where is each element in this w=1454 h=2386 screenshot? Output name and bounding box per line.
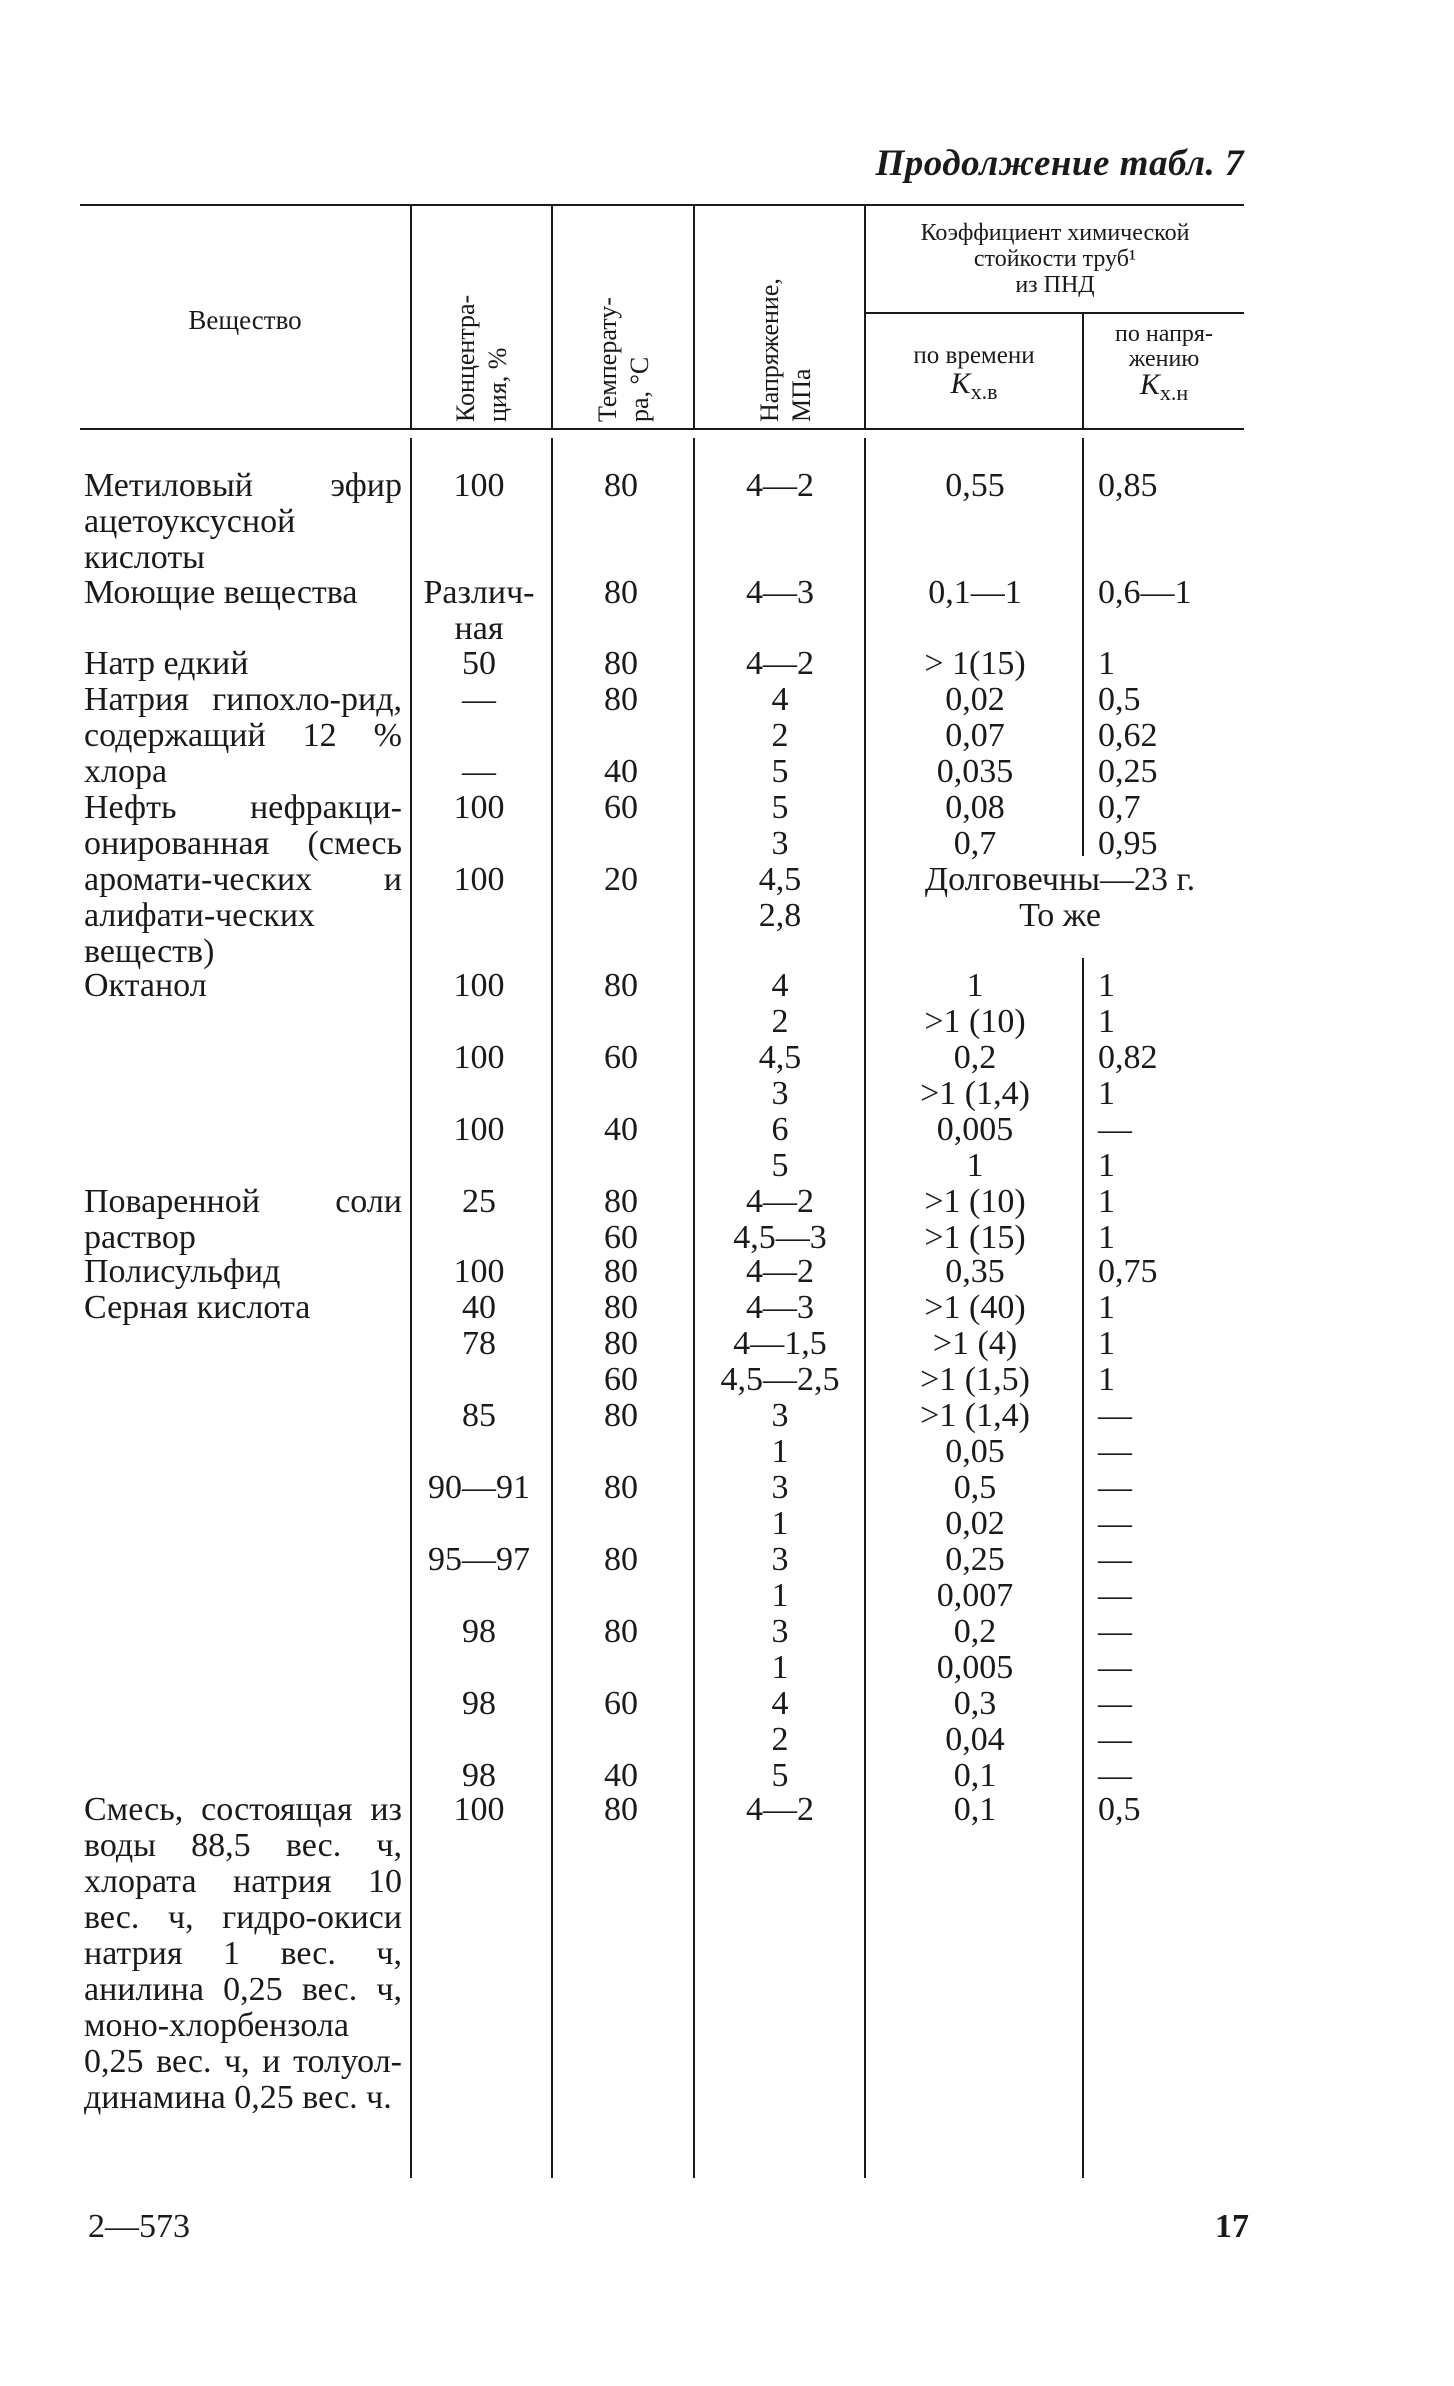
coef-time-cell: 0,25	[945, 1541, 1005, 1578]
durability-span: Долговечны—23 г.	[924, 861, 1196, 898]
concentration-cell: 25	[462, 1183, 496, 1220]
header-by-time	[866, 342, 1082, 406]
temperature-cell: 60	[604, 1685, 638, 1722]
substance-label: Смесь, состоящая из воды 88,5 вес. ч, хлората натрия 10 вес. ч, гидро-окиси натрия 1 вес. ч, анилина 0,25 вес. ч, моно-хлорбензола 0,25 вес. ч, и толуол-динамина 0,25 вес. ч.	[84, 1791, 402, 2116]
coef-time-cell: 0,005	[936, 1111, 1014, 1148]
stress-cell: 4,5	[758, 1039, 802, 1076]
coef-stress-cell: 0,25	[1098, 753, 1158, 790]
coef-time-cell: 0,04	[945, 1721, 1005, 1758]
coef-stress-cell: —	[1098, 1649, 1132, 1686]
coef-time-cell: 0,35	[945, 1253, 1005, 1290]
coef-stress-cell: 0,85	[1098, 467, 1158, 504]
stress-cell: 5	[771, 1757, 789, 1794]
coef-stress-cell: —	[1098, 1613, 1132, 1650]
temperature-cell: 40	[604, 753, 638, 790]
stress-cell: 4—3	[746, 1289, 814, 1326]
coef-time-cell: >1 (40)	[924, 1289, 1026, 1326]
stress-cell: 1	[771, 1649, 789, 1686]
concentration-cell: 40	[462, 1289, 496, 1326]
concentration-cell: 100	[453, 1253, 505, 1290]
coef-time-cell: >1 (4)	[932, 1325, 1018, 1362]
stress-cell: 2	[771, 717, 789, 754]
concentration-cell: 100	[453, 967, 505, 1004]
header-by-time-sub: х.в	[970, 379, 998, 404]
concentration-cell: —	[462, 681, 496, 718]
temperature-cell: 80	[604, 1541, 638, 1578]
coef-stress-cell: 0,7	[1098, 789, 1141, 826]
temperature-cell: 80	[604, 1325, 638, 1362]
header-divider	[410, 206, 412, 428]
concentration-cell: 98	[462, 1757, 496, 1794]
coef-time-cell: >1 (10)	[924, 1183, 1026, 1220]
substance-label: Моющие вещества	[84, 574, 358, 611]
coef-stress-cell: —	[1098, 1433, 1132, 1470]
substance-label: Поваренной соли раствор	[84, 1183, 402, 1256]
temperature-cell: 80	[604, 1253, 638, 1290]
coef-stress-cell: 1	[1098, 1183, 1115, 1220]
footer-code: 2—573	[88, 2208, 190, 2245]
stress-cell: 4	[771, 967, 789, 1004]
coef-time-cell: >1 (10)	[924, 1003, 1026, 1040]
coef-stress-cell: 1	[1098, 1361, 1115, 1398]
stress-cell: 3	[771, 1397, 789, 1434]
temperature-cell: 60	[604, 789, 638, 826]
concentration-cell: 95—97	[428, 1541, 530, 1578]
coef-time-cell: 1	[966, 1147, 984, 1184]
coef-time-cell: 0,3	[953, 1685, 997, 1722]
coef-stress-cell: —	[1098, 1397, 1132, 1434]
coef-time-cell: >1 (1,4)	[920, 1397, 1030, 1434]
temperature-cell: 80	[604, 1289, 638, 1326]
header-divider	[551, 206, 553, 428]
coef-stress-cell: 0,5	[1098, 681, 1141, 718]
temperature-cell: 80	[604, 1469, 638, 1506]
coef-stress-cell: 0,82	[1098, 1039, 1158, 1076]
coef-time-cell: 0,5	[953, 1469, 997, 1506]
stress-cell: 4—3	[746, 574, 814, 611]
temperature-cell: 80	[604, 574, 638, 611]
coef-time-cell: >1 (1,4)	[920, 1075, 1030, 1112]
temperature-cell: 80	[604, 967, 638, 1004]
coef-stress-cell: —	[1098, 1505, 1132, 1542]
body-divider	[1082, 958, 1084, 2178]
coef-stress-cell: 1	[1098, 1075, 1115, 1112]
concentration-cell: 100	[453, 467, 505, 504]
header-substance: Вещество	[188, 305, 302, 335]
concentration-cell: 85	[462, 1397, 496, 1434]
temperature-cell: 60	[604, 1361, 638, 1398]
header-coef-group: Коэффициент химической стойкости труб¹ из ПНД	[920, 220, 1190, 298]
header-by-time-symbol: K	[950, 367, 971, 400]
header-concentration-text: Концентра- ция, %	[451, 294, 512, 422]
temperature-cell: 80	[604, 681, 638, 718]
concentration-cell: 100	[453, 1111, 505, 1148]
stress-cell: 5	[771, 789, 789, 826]
stress-cell: 4,5—3	[733, 1219, 827, 1256]
stress-cell: 5	[771, 1147, 789, 1184]
concentration-cell: 100	[453, 789, 505, 826]
temperature-cell: 80	[604, 1791, 638, 1828]
same-span: То же	[1019, 897, 1101, 934]
coef-stress-cell: —	[1098, 1541, 1132, 1578]
coef-time-cell: 0,02	[945, 1505, 1005, 1542]
header-stress-text: Напряжение, МПа	[755, 278, 816, 422]
concentration-cell: 100	[453, 1039, 505, 1076]
stress-cell: 4—2	[746, 1183, 814, 1220]
coef-stress-cell: 1	[1098, 1219, 1115, 1256]
stress-cell: 4,5—2,5	[720, 1361, 840, 1398]
coef-stress-cell: 0,6—1	[1098, 574, 1192, 611]
temperature-cell: 20	[604, 861, 638, 898]
temperature-cell: 80	[604, 645, 638, 682]
coef-stress-cell: 0,62	[1098, 717, 1158, 754]
coef-time-cell: 0,07	[945, 717, 1005, 754]
stress-cell: 4	[771, 681, 789, 718]
concentration-cell: —	[462, 753, 496, 790]
temperature-cell: 60	[604, 1039, 638, 1076]
coef-time-cell: 0,55	[945, 467, 1005, 504]
coef-time-cell: 0,08	[945, 789, 1005, 826]
header-temperature-text: Температу- ра, °С	[593, 297, 654, 422]
header-stress	[754, 250, 818, 422]
header-by-stress-sub: х.н	[1159, 380, 1189, 405]
temperature-cell: 80	[604, 1183, 638, 1220]
stress-cell: 6	[771, 1111, 789, 1148]
coef-subheader-rule	[866, 312, 1244, 314]
concentration-cell: 100	[453, 1791, 505, 1828]
substance-label: Полисульфид	[84, 1253, 281, 1290]
temperature-cell: 60	[604, 1219, 638, 1256]
coef-time-cell: 0,1	[953, 1757, 997, 1794]
concentration-cell: 90—91	[428, 1469, 530, 1506]
header-by-stress-symbol: K	[1139, 368, 1160, 401]
coef-stress-cell: 1	[1098, 967, 1115, 1004]
stress-cell: 4—1,5	[733, 1325, 827, 1362]
temperature-cell: 80	[604, 1613, 638, 1650]
stress-cell: 1	[771, 1577, 789, 1614]
coef-time-cell: 1	[966, 967, 984, 1004]
coef-time-cell: 0,2	[953, 1039, 997, 1076]
table-top-rule	[80, 204, 1244, 206]
coef-time-cell: 0,005	[936, 1649, 1014, 1686]
coef-stress-cell: 1	[1098, 1147, 1115, 1184]
stress-cell: 1	[771, 1433, 789, 1470]
temperature-cell: 40	[604, 1757, 638, 1794]
substance-label: Метиловый эфир ацетоуксусной кислоты	[84, 467, 402, 576]
temperature-cell: 40	[604, 1111, 638, 1148]
coef-time-cell: >1 (15)	[924, 1219, 1026, 1256]
coef-time-cell: 0,05	[945, 1433, 1005, 1470]
concentration-cell: 98	[462, 1685, 496, 1722]
substance-label: Октанол	[84, 967, 207, 1004]
coef-stress-cell: 0,75	[1098, 1253, 1158, 1290]
stress-cell: 3	[771, 1613, 789, 1650]
temperature-cell: 80	[604, 467, 638, 504]
substance-label: Натрия гипохло-рид, содержащий 12 % хлора	[84, 681, 402, 790]
stress-cell: 2	[771, 1003, 789, 1040]
header-by-stress	[1084, 322, 1244, 405]
coef-stress-cell: 1	[1098, 1003, 1115, 1040]
coef-stress-cell: —	[1098, 1577, 1132, 1614]
coef-stress-cell: 1	[1098, 1325, 1115, 1362]
coef-stress-cell: —	[1098, 1111, 1132, 1148]
coef-time-cell: 0,2	[953, 1613, 997, 1650]
stress-cell: 1	[771, 1505, 789, 1542]
stress-cell: 3	[771, 1541, 789, 1578]
header-by-time-label: по времени	[913, 342, 1035, 369]
stress-cell: 3	[771, 1469, 789, 1506]
stress-cell: 4—2	[746, 1253, 814, 1290]
stress-cell: 4,5	[758, 861, 802, 898]
coef-time-cell: >1 (1,5)	[920, 1361, 1030, 1398]
header-by-stress-label: по напря- жению	[1115, 321, 1213, 372]
stress-cell: 2	[771, 1721, 789, 1758]
stress-cell: 5	[771, 753, 789, 790]
stress-cell: 4—2	[746, 467, 814, 504]
stress-cell: 4—2	[746, 645, 814, 682]
coef-time-cell: > 1(15)	[924, 645, 1026, 682]
header-bottom-rule	[80, 428, 1244, 430]
substance-label: Натр едкий	[84, 645, 249, 682]
concentration-cell: 78	[462, 1325, 496, 1362]
coef-time-cell: 0,1	[953, 1791, 997, 1828]
coef-stress-cell: 0,5	[1098, 1791, 1141, 1828]
coef-time-cell: 0,02	[945, 681, 1005, 718]
coef-stress-cell: —	[1098, 1757, 1132, 1794]
coef-stress-cell: —	[1098, 1721, 1132, 1758]
coef-stress-cell: 1	[1098, 645, 1115, 682]
coef-time-cell: 0,007	[936, 1577, 1014, 1614]
substance-label: Серная кислота	[84, 1289, 311, 1326]
coef-time-cell: 0,1—1	[928, 574, 1022, 611]
coef-stress-cell: 0,95	[1098, 825, 1158, 862]
temperature-cell: 80	[604, 1397, 638, 1434]
page-number: 17	[1215, 2208, 1249, 2245]
stress-cell: 3	[771, 1075, 789, 1112]
coef-time-cell: 0,7	[953, 825, 997, 862]
coef-time-cell: 0,035	[936, 753, 1014, 790]
stress-cell: 3	[771, 825, 789, 862]
stress-cell: 4—2	[746, 1791, 814, 1828]
page-heading: Продолжение табл. 7	[875, 143, 1244, 184]
substance-label: Нефть нефракци-онированная (смесь аромати-ческих и алифати-ческих веществ)	[84, 789, 402, 970]
concentration-cell: Различ- ная	[423, 574, 535, 647]
stress-cell: 4	[771, 1685, 789, 1722]
header-concentration	[450, 250, 514, 422]
coef-stress-cell: 1	[1098, 1289, 1115, 1326]
concentration-cell: 50	[462, 645, 496, 682]
body-divider	[1082, 438, 1084, 856]
stress-cell: 2,8	[758, 897, 802, 934]
header-divider	[693, 206, 695, 428]
concentration-cell: 98	[462, 1613, 496, 1650]
header-temperature	[592, 250, 656, 422]
concentration-cell: 100	[453, 861, 505, 898]
coef-stress-cell: —	[1098, 1469, 1132, 1506]
coef-stress-cell: —	[1098, 1685, 1132, 1722]
